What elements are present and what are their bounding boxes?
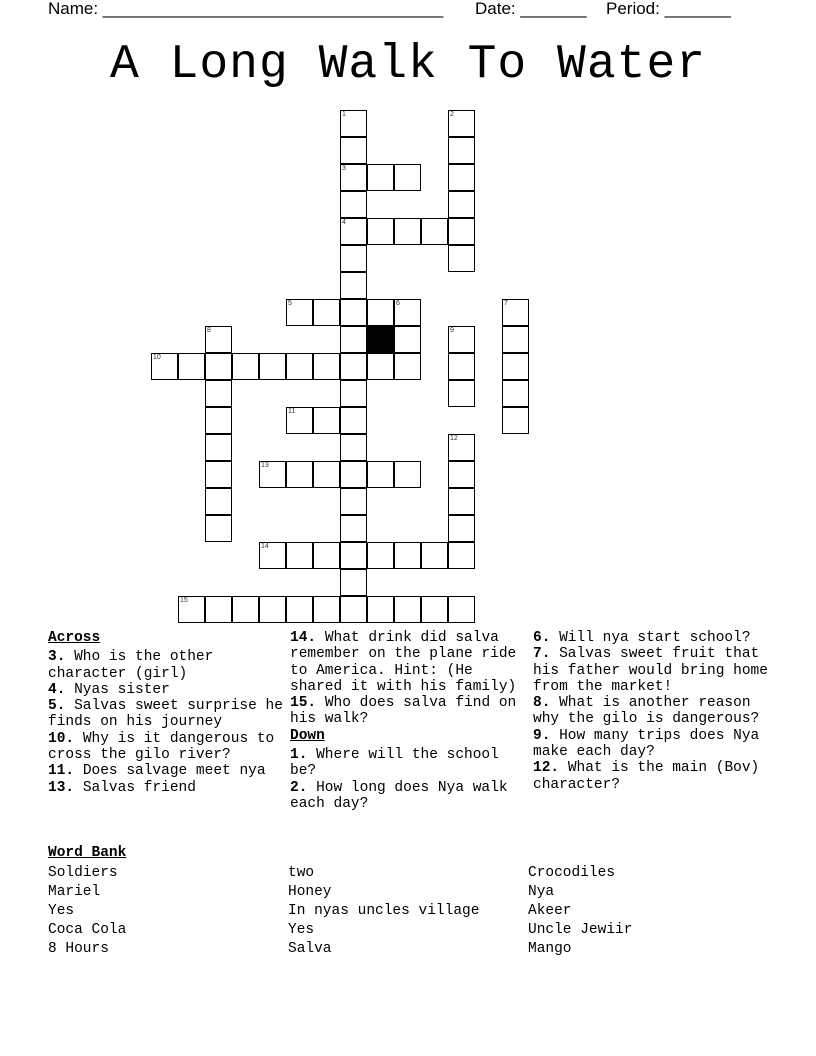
word-bank-item: Coca Cola: [48, 922, 127, 938]
crossword-cell[interactable]: [151, 353, 178, 380]
crossword-cell[interactable]: [313, 542, 340, 569]
clue-number-label: 10: [153, 354, 161, 361]
date-field[interactable]: Date: _______: [475, 0, 587, 18]
crossword-cell[interactable]: [205, 380, 232, 407]
word-bank-column-3: [528, 864, 632, 959]
crossword-cell[interactable]: [502, 299, 529, 326]
clues-column-3: [533, 630, 769, 793]
clues-column-1: [48, 630, 284, 796]
crossword-cell[interactable]: [448, 191, 475, 218]
clue-across-5: 5. Salvas sweet surprise he finds on his journey: [48, 698, 283, 731]
crossword-cell[interactable]: [340, 110, 367, 137]
crossword-cell[interactable]: [340, 137, 367, 164]
word-bank-item: Nya: [528, 884, 555, 900]
word-bank-item: Soldiers: [48, 865, 118, 881]
crossword-cell[interactable]: [448, 596, 475, 623]
crossword-cell[interactable]: [394, 353, 421, 380]
word-bank-item: Yes: [48, 903, 75, 919]
crossword-cell[interactable]: [340, 407, 367, 434]
crossword-cell[interactable]: [340, 569, 367, 596]
clue-number-label: 5: [288, 300, 292, 307]
clue-number-label: 7: [504, 300, 508, 307]
crossword-cell[interactable]: [340, 218, 367, 245]
crossword-cell[interactable]: [313, 407, 340, 434]
crossword-cell[interactable]: [313, 596, 340, 623]
crossword-cell[interactable]: [448, 245, 475, 272]
crossword-cell[interactable]: [340, 596, 367, 623]
crossword-cell[interactable]: [340, 326, 367, 353]
crossword-cell[interactable]: [448, 461, 475, 488]
crossword-cell[interactable]: [448, 326, 475, 353]
crossword-cell[interactable]: [340, 434, 367, 461]
word-bank-item: Honey: [288, 884, 332, 900]
word-bank-item: two: [288, 865, 315, 881]
crossword-cell[interactable]: [340, 164, 367, 191]
across-heading: Across: [48, 630, 101, 646]
crossword-cell[interactable]: [205, 515, 232, 542]
word-bank-item: Mariel: [48, 884, 101, 900]
crossword-cell[interactable]: [394, 326, 421, 353]
crossword-cell[interactable]: [205, 434, 232, 461]
crossword-cell[interactable]: [205, 596, 232, 623]
crossword-cell[interactable]: [178, 353, 205, 380]
crossword-cell[interactable]: [313, 353, 340, 380]
word-bank-column-1: [48, 864, 126, 959]
page-title: A Long Walk To Water: [109, 38, 707, 92]
crossword-cell[interactable]: [448, 488, 475, 515]
clue-across-3: 3. Who is the other character (girl): [48, 649, 214, 682]
crossword-cell[interactable]: [367, 299, 394, 326]
crossword-cell[interactable]: [502, 353, 529, 380]
crossword-cell[interactable]: [421, 542, 448, 569]
clue-across-11: 11. Does salvage meet nya: [48, 763, 266, 780]
crossword-cell[interactable]: [205, 488, 232, 515]
clue-number-label: 2: [450, 111, 454, 118]
crossword-cell[interactable]: [502, 326, 529, 353]
clue-number-label: 6: [396, 300, 400, 307]
crossword-cell[interactable]: [232, 596, 259, 623]
word-bank-item: Akeer: [528, 903, 572, 919]
clue-across-4: 4. Nyas sister: [48, 681, 170, 698]
crossword-cell[interactable]: [421, 218, 448, 245]
crossword-cell[interactable]: [340, 272, 367, 299]
crossword-cell[interactable]: [205, 461, 232, 488]
crossword-cell[interactable]: [286, 353, 313, 380]
crossword-cell[interactable]: [286, 596, 313, 623]
crossword-cell[interactable]: [448, 110, 475, 137]
crossword-cell[interactable]: [313, 461, 340, 488]
clue-number-label: 1: [342, 111, 346, 118]
crossword-cell[interactable]: [502, 407, 529, 434]
crossword-cell[interactable]: [367, 596, 394, 623]
crossword-cell[interactable]: [394, 218, 421, 245]
crossword-cell[interactable]: [259, 461, 286, 488]
crossword-cell[interactable]: [286, 299, 313, 326]
crossword-cell[interactable]: [394, 461, 421, 488]
word-bank-item: Salva: [288, 941, 332, 957]
crossword-cell[interactable]: [259, 353, 286, 380]
crossword-cell[interactable]: [394, 596, 421, 623]
crossword-cell[interactable]: [205, 326, 232, 353]
word-bank-item: Crocodiles: [528, 865, 616, 881]
crossword-cell[interactable]: [340, 353, 367, 380]
clue-number-label: 14: [261, 543, 269, 550]
crossword-cell[interactable]: [340, 515, 367, 542]
crossword-cell[interactable]: [448, 137, 475, 164]
crossword-cell[interactable]: [367, 461, 394, 488]
crossword-cell[interactable]: [448, 218, 475, 245]
clue-down-7: 7. Salvas sweet fruit that his father would bring home from the market!: [533, 646, 768, 695]
clue-number-label: 8: [207, 327, 211, 334]
crossword-cell[interactable]: [448, 434, 475, 461]
clue-number-label: 15: [180, 597, 188, 604]
clue-down-1: 1. Where will the school be?: [290, 747, 499, 780]
clues-column-2: [290, 630, 526, 812]
crossword-block: [367, 326, 394, 353]
crossword-cell[interactable]: [448, 353, 475, 380]
crossword-cell[interactable]: [340, 380, 367, 407]
crossword-cell[interactable]: [448, 380, 475, 407]
crossword-cell[interactable]: [340, 299, 367, 326]
crossword-cell[interactable]: [394, 299, 421, 326]
period-field[interactable]: Period: _______: [606, 0, 731, 18]
crossword-cell[interactable]: [340, 488, 367, 515]
crossword-cell[interactable]: [367, 164, 394, 191]
crossword-cell[interactable]: [286, 461, 313, 488]
word-bank-item: 8 Hours: [48, 941, 109, 957]
crossword-cell[interactable]: [259, 596, 286, 623]
clue-across-14: 14. What drink did salva remember on the plane ride to America. Hint: (He shared it with his family): [290, 630, 517, 695]
clue-down-12: 12. What is the main (Bov) character?: [533, 760, 760, 793]
clue-number-label: 12: [450, 435, 458, 442]
crossword-cell[interactable]: [367, 218, 394, 245]
clue-down-9: 9. How many trips does Nya make each day?: [533, 727, 760, 761]
crossword-cell[interactable]: [286, 542, 313, 569]
clue-number-label: 13: [261, 462, 269, 469]
crossword-cell[interactable]: [259, 542, 286, 569]
crossword-cell[interactable]: [178, 596, 205, 623]
crossword-cell[interactable]: [448, 542, 475, 569]
clue-down-6: 6. Will nya start school?: [533, 630, 751, 646]
crossword-cell[interactable]: [421, 596, 448, 623]
crossword-cell[interactable]: [502, 380, 529, 407]
clue-number-label: 3: [342, 165, 346, 172]
word-bank-column-2: [288, 864, 479, 959]
word-bank-heading: Word Bank: [48, 845, 127, 861]
down-heading: Down: [290, 727, 325, 744]
crossword-cell[interactable]: [340, 245, 367, 272]
crossword-cell[interactable]: [232, 353, 259, 380]
crossword-cell[interactable]: [448, 515, 475, 542]
crossword-cell[interactable]: [367, 353, 394, 380]
word-bank-item: Uncle Jewiir: [528, 922, 633, 938]
word-bank-item: In nyas uncles village: [288, 903, 480, 919]
crossword-cell[interactable]: [205, 353, 232, 380]
clue-down-8: 8. What is another reason why the gilo is dangerous?: [533, 695, 760, 728]
word-bank-item: Yes: [288, 922, 315, 938]
clue-number-label: 4: [342, 219, 346, 226]
crossword-cell[interactable]: [286, 407, 313, 434]
crossword-cell[interactable]: [340, 191, 367, 218]
crossword-cell[interactable]: [394, 542, 421, 569]
crossword-cell[interactable]: [340, 542, 367, 569]
crossword-cell[interactable]: [205, 407, 232, 434]
crossword-cell[interactable]: [340, 461, 367, 488]
word-bank-item: Mango: [528, 941, 572, 957]
clue-across-15: 15. Who does salva find on his walk?: [290, 695, 517, 728]
clue-across-13: 13. Salvas friend: [48, 779, 196, 796]
crossword-cell[interactable]: [313, 299, 340, 326]
name-field[interactable]: Name: ____________________________________: [48, 0, 444, 18]
crossword-cell[interactable]: [367, 542, 394, 569]
crossword-cell[interactable]: [448, 164, 475, 191]
clue-across-10: 10. Why is it dangerous to cross the gilo river?: [48, 730, 275, 764]
clue-down-2: 2. How long does Nya walk each day?: [290, 779, 508, 812]
crossword-cell[interactable]: [394, 164, 421, 191]
clue-number-label: 9: [450, 327, 454, 334]
clue-number-label: 11: [288, 408, 296, 415]
